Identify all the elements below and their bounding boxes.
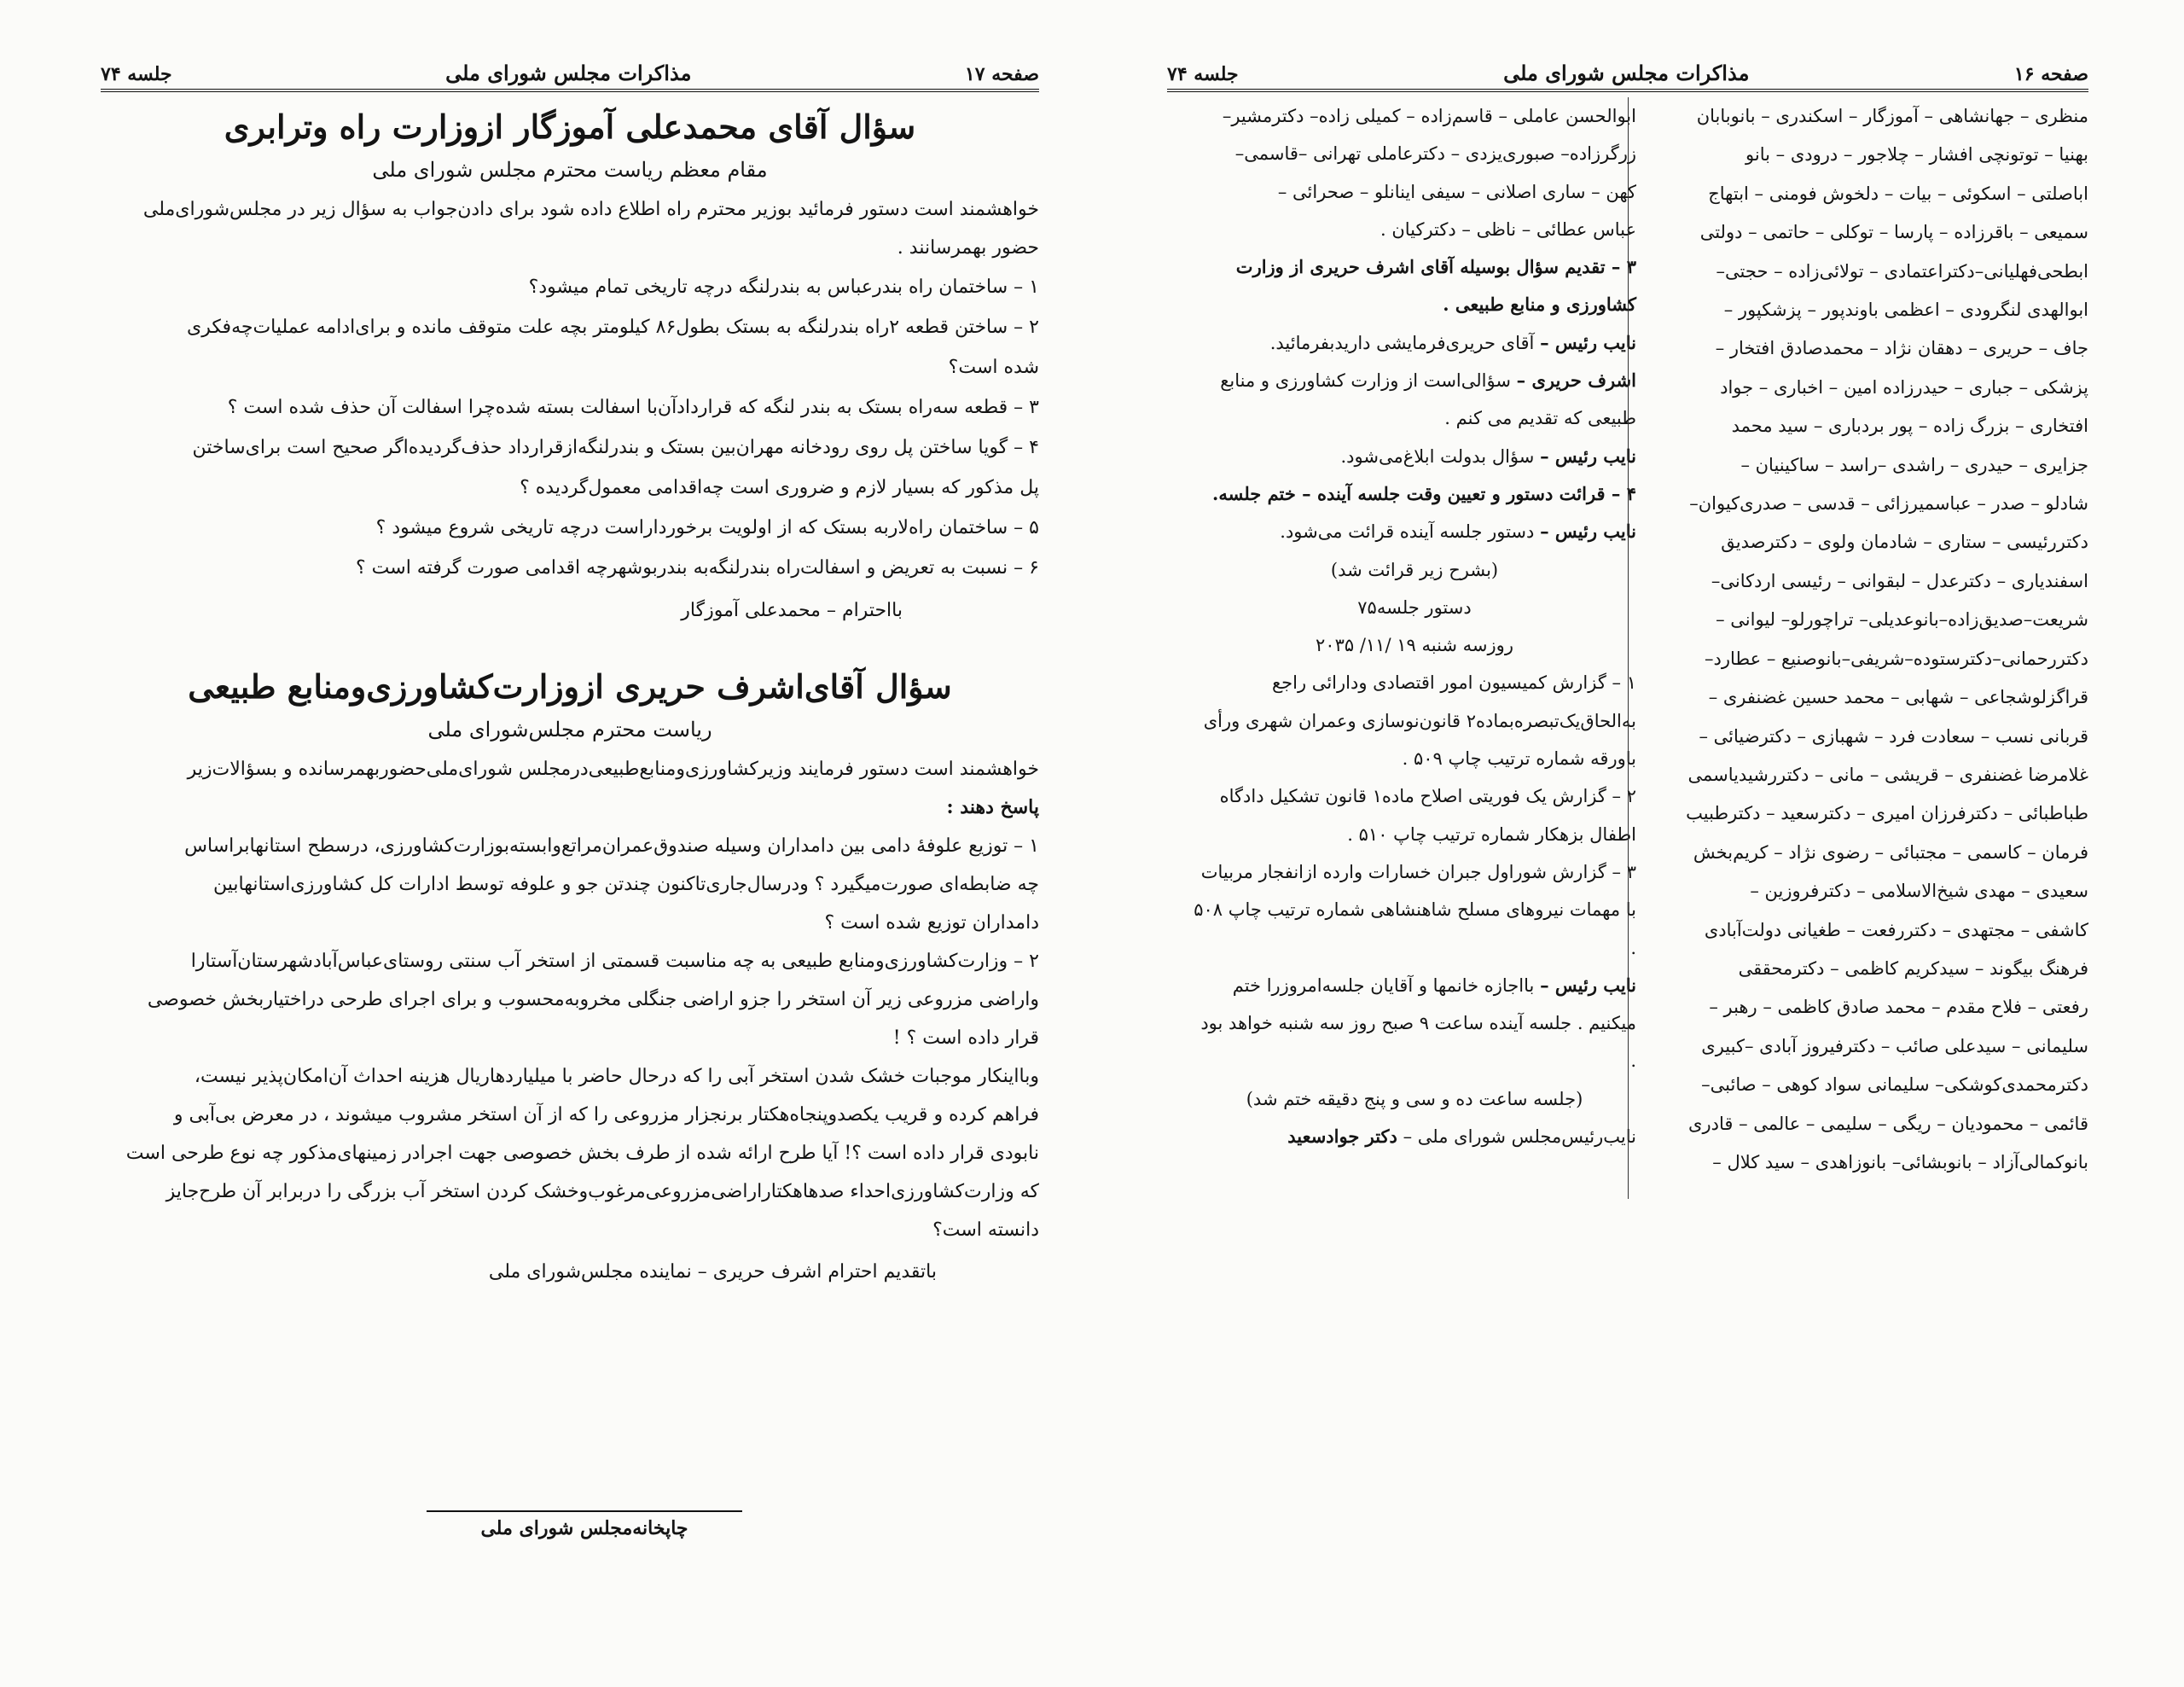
chair-signature: [1193, 1118, 1636, 1155]
speaker-turn: [1193, 967, 1636, 1080]
speaker-text: بااجازه خانمها و آقایان جلسه‌امروزرا ختم میکنیم . جلسه آینده ساعت ۹ صبح روز سه شنبه خواهد بود .: [1200, 974, 1636, 1072]
running-header: [101, 51, 1039, 85]
names-line: طباطبائی – دکترفرزان امیری – دکترسعید – دکترطبیب: [1686, 803, 2088, 824]
question1-intro-line: حضور بهمرسانند .: [897, 237, 1039, 259]
question2-line: قرار داده است ؟ !: [892, 1027, 1039, 1049]
signature-name: دکتر جوادسعید: [1287, 1126, 1397, 1148]
names-line: دکتررحمانی–دکترستوده–شریفی–بانوصنیع – عطارد–: [1705, 648, 2088, 669]
question1-item: ۳ – قطعه سه‌راه بستک به بندر لنگه که قراردادآن‌با اسفالت بسته شده‌چرا اسفالت آن حذف شده است ؟: [227, 397, 1039, 418]
names-continued-line: زرگرزاده– صبوری‌یزدی – دکترعاملی تهرانی –قاسمی–: [1234, 143, 1636, 165]
right-page: [1167, 51, 2088, 1182]
agenda-item-heading: ۳ – تقدیم سؤال بوسیله آقای اشرف حریری از وزارت کشاورزی و منابع طبیعی .: [1235, 256, 1636, 316]
speaker-name: نایب رئیس –: [1540, 445, 1636, 467]
question2-line: ۱ – توزیع علوفهٔ دامی بین دامداران وسیله صندوق‌عمران‌مراتع‌وابسته‌بوزارت‌کشاورزی، درسطح استانهابراساس: [184, 835, 1039, 857]
names-line: کاشفی – مجتهدی – دکتررفعت – طغیانی دولت‌آبادی: [1704, 919, 2088, 940]
names-line: دکترمحمدی‌کوشکی– سلیمانی سواد کوهی – صائبی–: [1701, 1074, 2088, 1096]
printer-footer: چاپخانه‌مجلس شورای ملی: [427, 1510, 742, 1539]
agenda-item: ۱ – گزارش کمیسیون امور اقتصادی ودارائی راجع به‌الحاق‌یک‌تبصره‌بماده۲ قانون‌نوسازی وعمران شهری ورأی باورقه شماره ترتیب چاپ ۵۰۹ .: [1203, 672, 1636, 770]
session-closing-note: (جلسه ساعت ده و سی و پنج دقیقه ختم شد): [1246, 1088, 1583, 1109]
question2-signature: باتقدیم احترام اشرف حریری – نماینده مجلس‌شورای ملی: [488, 1261, 937, 1283]
agenda-date: روزسه شنبه ۱۹ /۱۱/ ۲۰۳۵: [1316, 635, 1513, 656]
names-line: بانوکمالی‌آزاد – بانوبشائی– بانوزاهدی – سید کلال –: [1712, 1151, 2088, 1172]
question2-line: پاسخ دهند :: [946, 796, 1039, 818]
question2-line: که وزارت‌کشاورزی‌احداء صدهاهکتاراراضی‌مزروعی‌مرغوب‌وخشک کردن استخر آب بزرگی را دربرابر آن طرح‌جایز: [166, 1181, 1039, 1202]
names-line: رفعتی – فلاح مقدم – محمد صادق کاظمی – رهبر –: [1709, 997, 2088, 1018]
speaker-turn: [1193, 324, 1636, 362]
names-line: منظری – جهانشاهی – آموزگار – اسکندری – بانوبابان: [1696, 106, 2088, 126]
question1-title: سؤال آقای محمدعلی آموزگار ازوزارت راه وترابری: [224, 108, 916, 146]
names-line: ابوالهدی لنگرودی – اعظمی باوندپور – پزشکپور –: [1723, 300, 2088, 321]
question2-line: واراضی مزروعی زیر آن استخر را جزو اراضی جنگلی مخروبه‌محسوب و برای اجرای طرحی دراختیاربخش خصوصی: [147, 989, 1039, 1010]
names-line: جاف – حریری – دهقان نژاد – محمدصادق افتخار –: [1715, 338, 2088, 359]
names-line: ابطحی‌فهلیانی–دکتراعتمادی – تولائی‌زاده – حجتی–: [1716, 260, 2088, 282]
question1-addressee: مقام معظم ریاست محترم مجلس شورای ملی: [372, 158, 768, 182]
question1-intro-line: خواهشمند است دستور فرمائید بوزیر محترم راه اطلاع داده شود برای دادن‌جواب به سؤال زیر در مجلس‌شورای‌ملی: [142, 199, 1039, 220]
speaker-text: آقای حریری‌فرمایشی داریدبفرمائید.: [1269, 332, 1535, 353]
column-divider: [1628, 97, 1629, 1199]
speaker-turn: [1193, 362, 1636, 438]
names-line: دکتررئیسی – ستاری – شادمان ولوی – دکترصدیق: [1721, 532, 2088, 553]
question1-item: ۵ – ساختمان راه‌لاربه بستک که از اولویت برخورداراست درچه تاریخی شروع میشود ؟: [375, 517, 1039, 538]
names-line: سمیعی – باقرزاده – پارسا – توکلی – حاتمی – دولتی: [1699, 222, 2088, 243]
question1-item: ۶ – نسبت به تعریض و اسفالت‌راه بندرلنگه‌به بندربوشهرچه اقدامی صورت گرفته است ؟: [355, 557, 1039, 579]
question2-line: دامداران توزیع شده است ؟: [824, 912, 1039, 934]
page-number: صفحه ۱۶: [2013, 63, 2088, 85]
names-line: فرهنگ بیگوند – سیدکریم کاظمی – دکترمحققی: [1738, 957, 2088, 979]
speaker-name: نایب رئیس –: [1540, 331, 1636, 353]
speaker-turn: [1193, 438, 1636, 475]
question2-line: فراهم کرده و قریب یکصدوپنجاه‌هکتار برنجزار مزروعی را که از آن استخر مشروب میشوند ، در معرض بی‌آبی و: [173, 1104, 1039, 1126]
proceedings-column: [1193, 97, 1636, 1182]
two-column-body: [1167, 97, 2088, 1182]
session-number: جلسه ۷۴: [1167, 63, 1239, 85]
names-continued-line: کهن – ساری اصلانی – سیفی اینانلو – صحرائی –: [1277, 181, 1636, 202]
names-line: سلیمانی – سیدعلی صائب – دکترفیروز آبادی –کبیری: [1701, 1035, 2088, 1056]
question2-addressee: ریاست محترم مجلس‌شورای ملی: [427, 718, 712, 742]
question1-item: شده است؟: [948, 357, 1039, 378]
question2-title: سؤال آقای‌اشرف حریری ازوزارت‌کشاورزی‌ومنابع طبیعی: [188, 667, 952, 706]
names-line: سعیدی – مهدی شیخ‌الاسلامی – دکترفروزین –: [1750, 881, 2088, 902]
header-rule: [101, 89, 1039, 92]
question1-item: پل مذکور که بسیار لازم و ضروری است چه‌اقدامی معمول‌گردیده ؟: [520, 477, 1039, 498]
question2-line: ۲ – وزارت‌کشاورزی‌ومنابع طبیعی به چه مناسبت قسمتی از استخر آب سنتی روستای‌عباس‌آبادشهرستان‌آستارا: [190, 951, 1039, 972]
attendance-names-column: [1662, 97, 2088, 1182]
question2-line: خواهشمند است دستور فرمایند وزیرکشاورزی‌ومنابع‌طبیعی‌درمجلس شورای‌ملی‌حضوربهمرسانده و بسؤالات‌زیر: [187, 759, 1039, 780]
left-page: [101, 51, 1039, 1294]
session-number: جلسه ۷۴: [101, 63, 172, 85]
question2-line: وبااینکار موجبات خشک شدن استخر آبی را که درحال حاضر با میلیاردهاریال هزینه احداث آن‌امکان‌پذیر نیست،: [194, 1066, 1039, 1087]
names-line: شریعت–صدیق‌زاده–بانوعدیلی– تراچورلو– لیوانی –: [1716, 609, 2088, 631]
names-line: قربانی نسب – سعادت فرد – شهبازی – دکترضیائی –: [1699, 725, 2088, 747]
question1-item: ۲ – ساختن قطعه ۲راه بندرلنگه به بستک بطول۸۶ کیلومتر بچه علت متوقف مانده و برای‌ادامه عملیات‌چه‌فکری: [187, 317, 1039, 338]
page-number: صفحه ۱۷: [964, 63, 1039, 85]
speaker-text: سؤال بدولت ابلاغ‌می‌شود.: [1340, 445, 1535, 467]
names-line: جزایری – حیدری – راشدی –راسد – ساکینیان –: [1740, 454, 2088, 475]
journal-title: مذاکرات مجلس شورای ملی: [445, 61, 692, 85]
names-line: غلامرضا غضنفری – قریشی – مانی – دکتررشیدیاسمی: [1687, 764, 2088, 785]
agenda-title: دستور جلسه۷۵: [1357, 596, 1472, 618]
names-line: فرمان – کاسمی – مجتبائی – رضوی نژاد – کریم‌بخش: [1693, 841, 2088, 863]
speaker-turn: [1193, 513, 1636, 550]
names-line: اباصلتی – اسکوئی – بیات – دلخوش فومنی – ابتهاج: [1708, 183, 2088, 204]
speaker-name: اشرف حریری –: [1516, 369, 1636, 392]
names-line: پزشکی – جباری – حیدرزاده امین – اخباری – جواد: [1720, 376, 2088, 398]
names-continued-line: ابوالحسن عاملی – قاسم‌زاده – کمیلی زاده– دکترمشیر–: [1222, 106, 1636, 126]
names-line: بهنیا – توتونچی افشار – چلاجور – درودی – بانو: [1745, 144, 2088, 166]
signature-role: نایب‌رئیس‌مجلس شورای ملی –: [1403, 1126, 1636, 1148]
speaker-text: سؤالی‌است از وزارت کشاورزی و منابع طبیعی که تقدیم می کنم .: [1220, 370, 1636, 429]
names-line: اسفندیاری – دکترعدل – لبقوانی – رئیسی اردکانی–: [1711, 570, 2088, 591]
names-line: قراگزلوشجاعی – شهابی – محمد حسین غضنفری –: [1708, 687, 2088, 708]
names-line: شادلو – صدر – عباسمیرزائی – قدسی – صدری‌کیوان–: [1689, 493, 2088, 515]
names-line: قائمی – محمودیان – ریگی – سلیمی – عالمی – قادری: [1688, 1113, 2088, 1134]
agenda-item-heading: ۴ – قرائت دستور و تعیین وقت جلسه آینده – ختم جلسه.: [1212, 482, 1636, 504]
agenda-item: ۲ – گزارش یک فوریتی اصلاح ماده۱ قانون تشکیل دادگاه اطفال بزهکار شماره ترتیب چاپ ۵۱۰ .: [1219, 786, 1636, 845]
question1-item: ۴ – گویا ساختن پل روی رودخانه مهران‌بین بستک و بندرلنگه‌ازقرارداد حذف‌گردیده‌اگر صحیح است برای‌ساختن: [192, 437, 1039, 458]
agenda-item: ۳ – گزارش شوراول جبران خسارات وارده ازانفجار مربیات با مهمات نیروهای مسلح شاهنشاهی شماره ترتیب چاپ ۵۰۸ .: [1194, 861, 1636, 958]
question2-line: نابودی قرار داده است ؟! آیا طرح ارائه شده از طرف بخش خصوصی جهت اجرادر زمینهای‌مذکور چه نوع طرحی است: [125, 1143, 1039, 1164]
speaker-name: نایب رئیس –: [1540, 974, 1636, 996]
question1-item: ۱ – ساختمان راه بندرعباس به بندرلنگه درچه تاریخی تمام میشود؟: [528, 276, 1039, 298]
speaker-name: نایب رئیس –: [1540, 521, 1636, 543]
header-rule: [1167, 89, 2088, 92]
question2-line: دانسته است؟: [932, 1219, 1039, 1241]
names-continued-line: عباس عطائی – ناظی – دکترکیان .: [1380, 218, 1636, 240]
journal-title: مذاکرات مجلس شورای ملی: [1503, 61, 1750, 85]
question1-signature: بااحترام – محمدعلی آموزگار: [681, 600, 903, 621]
speaker-text: دستور جلسه آینده قرائت می‌شود.: [1280, 521, 1535, 543]
question2-line: چه ضابطه‌ای صورت‌میگیرد ؟ ودرسال‌جاری‌تاکنون چندتن جو و علوفه توسط ادارات کل کشاورزی‌استانهابین: [213, 874, 1039, 895]
names-line: افتخاری – بزرگ زاده – پور بردباری – سید محمد: [1731, 416, 2088, 437]
read-note: (بشرح زیر قرائت شد): [1330, 559, 1499, 580]
running-header: [1167, 51, 2088, 85]
